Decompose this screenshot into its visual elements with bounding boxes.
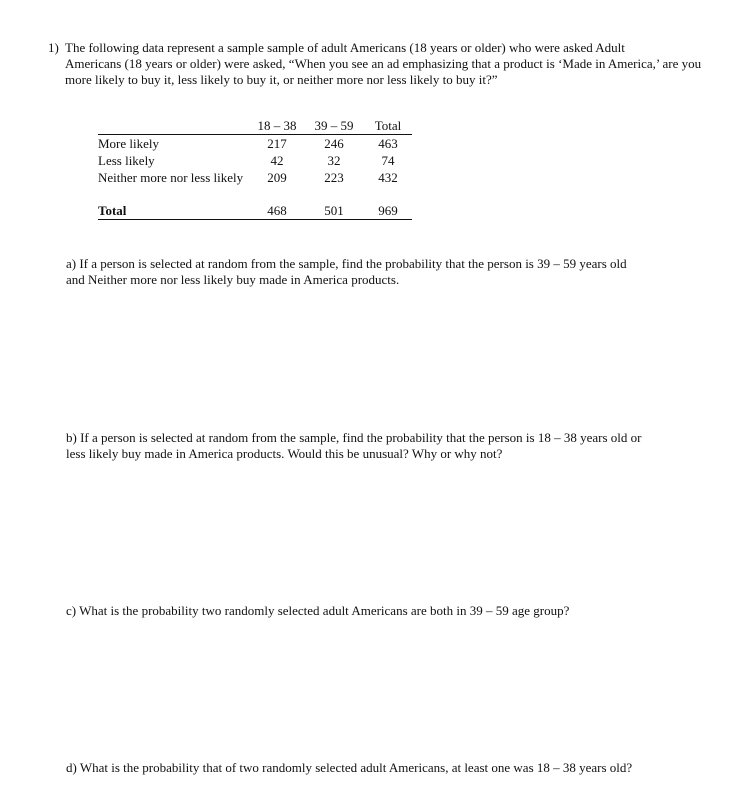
table-row xyxy=(98,135,412,153)
header-blank xyxy=(98,118,250,135)
problem-line: The following data represent a sample sample of adult Americans (18 years or older) who were asked Adult xyxy=(65,40,625,55)
problem-line: Americans (18 years or older) were asked, “When you see an ad emphasizing that a product is ‘Made in America,’ are you xyxy=(65,56,702,71)
cell: 223 xyxy=(324,169,344,185)
question-line: d) What is the probability that of two randomly selected adult Americans, at least one was 18 – 38 years old? xyxy=(66,760,633,775)
total-label: Total xyxy=(98,202,250,220)
question-line: b) If a person is selected at random from the sample, find the probability that the person is 18 – 38 years old or xyxy=(66,430,642,445)
question-d xyxy=(66,760,726,776)
cell: 74 xyxy=(381,152,395,168)
question-c xyxy=(66,603,726,619)
question-line: and Neither more nor less likely buy made in America products. xyxy=(66,272,400,287)
header-18-38: 18 – 38 xyxy=(250,118,304,135)
row-label: More likely xyxy=(98,135,160,151)
problem-text xyxy=(65,40,725,88)
question-line: a) If a person is selected at random from the sample, find the probability that the person is 39 – 59 years old xyxy=(66,256,627,271)
table-total-row xyxy=(98,202,412,220)
table-row xyxy=(98,152,412,169)
problem-number: 1) xyxy=(48,40,59,55)
cell: 432 xyxy=(378,169,398,185)
contingency-table xyxy=(98,118,412,220)
question-b xyxy=(66,430,726,462)
question-a xyxy=(66,256,726,288)
total-cell: 468 xyxy=(250,202,304,220)
table-spacer xyxy=(98,186,412,202)
cell: 42 xyxy=(270,152,284,168)
header-39-59: 39 – 59 xyxy=(304,118,364,135)
table-row xyxy=(98,169,412,186)
total-cell: 969 xyxy=(364,202,412,220)
problem-line: more likely to buy it, less likely to buy it, or neither more nor less likely to buy it?” xyxy=(65,72,498,87)
question-line: less likely buy made in America products. Would this be unusual? Why or why not? xyxy=(66,446,503,461)
question-line: c) What is the probability two randomly selected adult Americans are both in 39 – 59 age group? xyxy=(66,603,570,618)
cell: 463 xyxy=(378,135,398,151)
cell: 217 xyxy=(267,135,287,151)
table-header-row xyxy=(98,118,412,135)
cell: 246 xyxy=(324,135,344,151)
header-total: Total xyxy=(364,118,412,135)
total-cell: 501 xyxy=(304,202,364,220)
row-label: Less likely xyxy=(98,152,155,168)
row-label: Neither more nor less likely xyxy=(98,169,244,185)
cell: 32 xyxy=(327,152,341,168)
cell: 209 xyxy=(267,169,287,185)
